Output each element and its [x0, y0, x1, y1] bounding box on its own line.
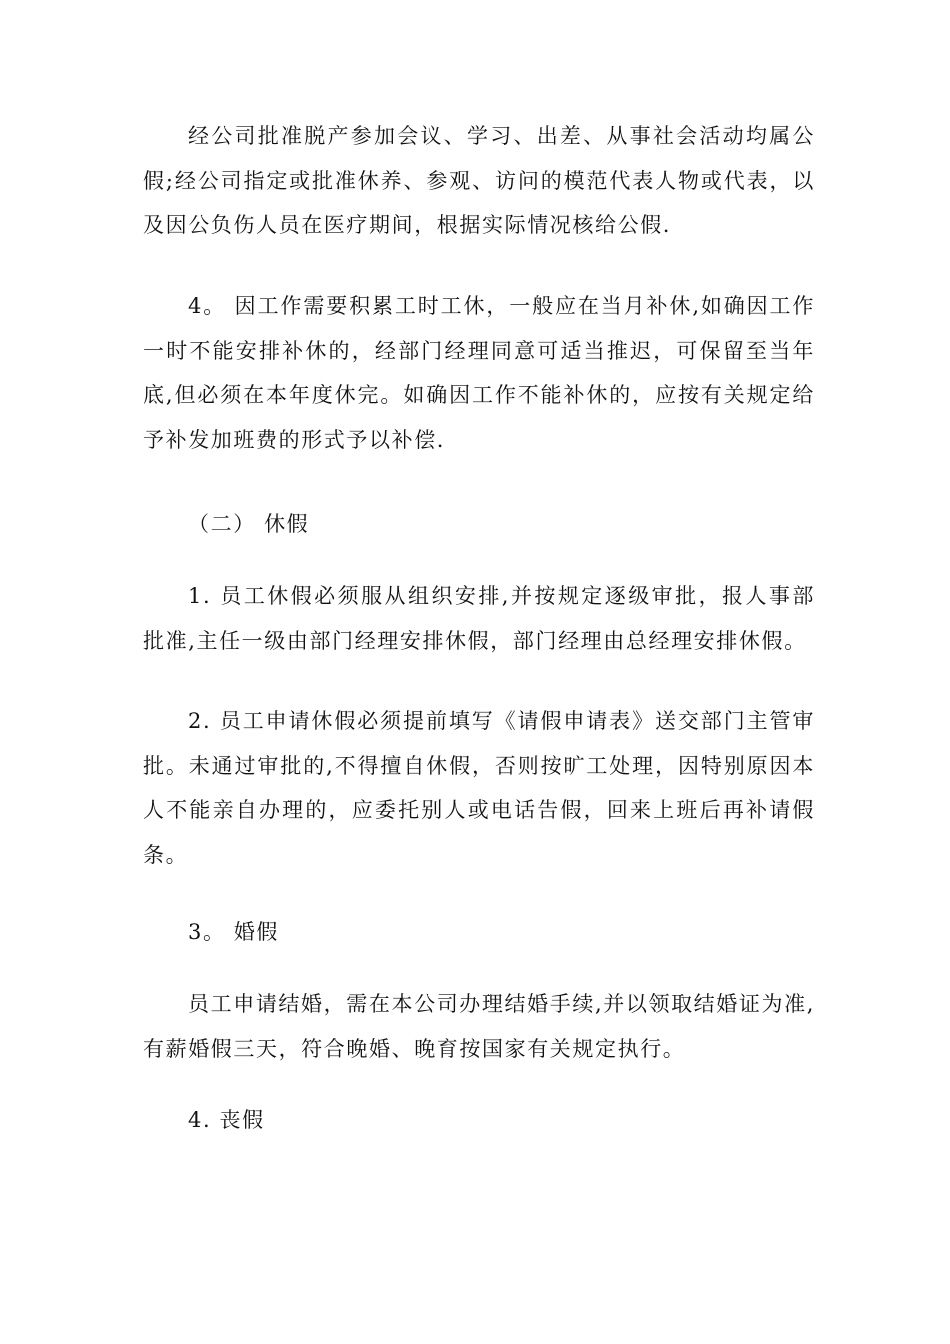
section-heading-vacation: （二） 休假 [188, 512, 310, 536]
paragraph-leave-application: 2. 员工申请休假必须提前填写《请假申请表》送交部门主管审批。未通过审批的,不得擅自休假，否则按旷工处理，因特别原因本人不能亲自办理的，应委托别人或电话告假，回来上班后再补请假条。 [143, 709, 815, 867]
paragraph-vacation-approval: 1. 员工休假必须服从组织安排,并按规定逐级审批，报人事部批准,主任一级由部门经理安排休假，部门经理由总经理安排休假。 [143, 584, 815, 653]
section-heading-funeral-leave: 4. 丧假 [188, 1108, 265, 1132]
section-heading-marriage-leave: 3。 婚假 [188, 920, 280, 944]
paragraph-compensatory-leave: 4。 因工作需要积累工时工休，一般应在当月补休,如确因工作一时不能安排补休的，经部门经理同意可适当推迟，可保留至当年底,但必须在本年度休完。如确因工作不能补休的，应按有关规定给予补发加班费的形式予以补偿. [143, 294, 815, 452]
paragraph-marriage-leave: 员工申请结婚，需在本公司办理结婚手续,并以领取结婚证为准,有薪婚假三天，符合晚婚、晚育按国家有关规定执行。 [143, 992, 815, 1061]
paragraph-public-leave: 经公司批准脱产参加会议、学习、出差、从事社会活动均属公假;经公司指定或批准休养、参观、访问的模范代表人物或代表，以及因公负伤人员在医疗期间，根据实际情况核给公假. [143, 124, 815, 238]
